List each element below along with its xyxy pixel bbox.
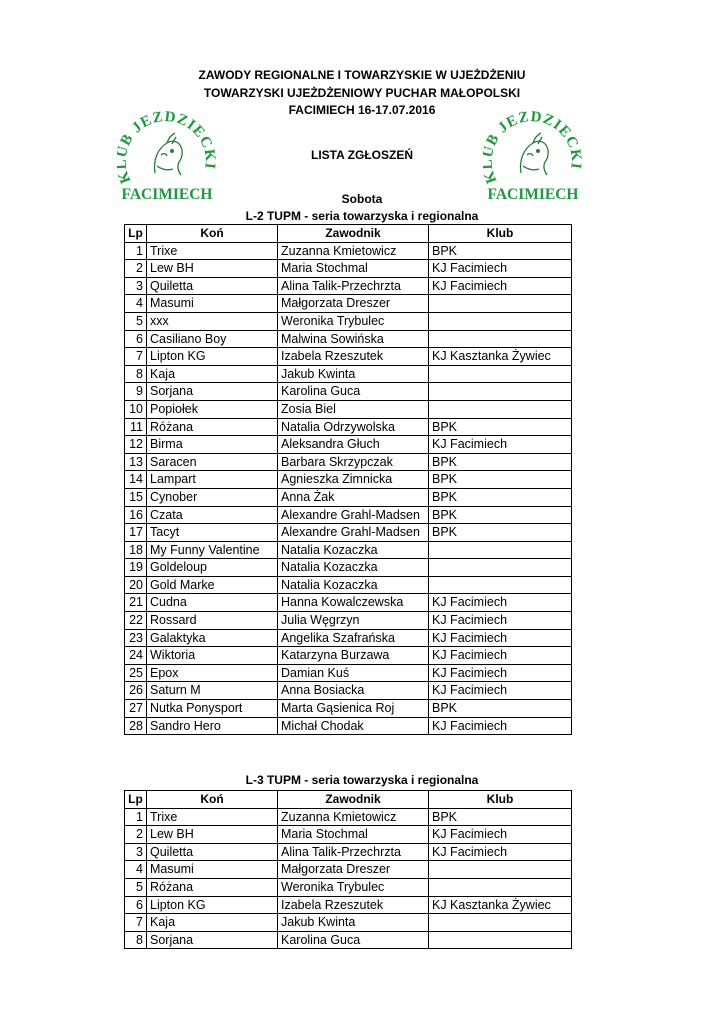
cell-rider: Natalia Kozaczka — [278, 559, 429, 577]
cell-lp: 5 — [125, 312, 147, 330]
cell-club: BPK — [429, 700, 572, 718]
cell-club: KJ Facimiech — [429, 682, 572, 700]
cell-club — [429, 330, 572, 348]
column-header-lp: Lp — [125, 791, 147, 809]
cell-club — [429, 312, 572, 330]
cell-rider: Weronika Trybulec — [278, 878, 429, 896]
cell-horse: Różana — [147, 418, 278, 436]
cell-horse: Czata — [147, 506, 278, 524]
cell-horse: Saturn M — [147, 682, 278, 700]
cell-lp: 15 — [125, 488, 147, 506]
cell-horse: Epox — [147, 664, 278, 682]
cell-club: KJ Facimiech — [429, 717, 572, 735]
cell-lp: 13 — [125, 453, 147, 471]
cell-club: BPK — [429, 524, 572, 542]
logo-brand-text: FACIMIECH — [487, 186, 579, 203]
cell-lp: 7 — [125, 914, 147, 932]
event-title-line1: ZAWODY REGIONALNE I TOWARZYSKIE W UJEŻDŻENIU — [198, 68, 526, 82]
table-row — [125, 594, 572, 612]
cell-horse: Kaja — [147, 365, 278, 383]
cell-club: KJ Facimiech — [429, 826, 572, 844]
table-row — [125, 843, 572, 861]
cell-horse: Sorjana — [147, 383, 278, 401]
cell-rider: Anna Bosiacka — [278, 682, 429, 700]
cell-club — [429, 878, 572, 896]
cell-club — [429, 295, 572, 313]
cell-horse: Różana — [147, 878, 278, 896]
cell-rider: Alexandre Grahl-Madsen — [278, 506, 429, 524]
cell-rider: Weronika Trybulec — [278, 312, 429, 330]
logo-arc-text: B JEŹDZIECKI — [483, 111, 583, 171]
cell-lp: 2 — [125, 260, 147, 278]
cell-club: KJ Kasztanka Żywiec — [429, 348, 572, 366]
cell-lp: 25 — [125, 664, 147, 682]
column-header-lp: Lp — [125, 225, 147, 243]
section-title-2: L-3 TUPM - seria towarzyska i regionalna — [245, 773, 479, 787]
column-header-horse: Koń — [147, 225, 278, 243]
cell-rider: Julia Węgrzyn — [278, 612, 429, 630]
table-row — [125, 700, 572, 718]
table-row — [125, 559, 572, 577]
cell-lp: 4 — [125, 861, 147, 879]
table-row — [125, 506, 572, 524]
table-row — [125, 436, 572, 454]
cell-club — [429, 931, 572, 949]
cell-lp: 1 — [125, 242, 147, 260]
cell-horse: Goldeloup — [147, 559, 278, 577]
horse-head-icon — [155, 133, 183, 175]
cell-horse: Rossard — [147, 612, 278, 630]
cell-lp: 24 — [125, 647, 147, 665]
cell-horse: Popiołek — [147, 400, 278, 418]
cell-horse: Birma — [147, 436, 278, 454]
cell-horse: Quiletta — [147, 277, 278, 295]
cell-horse: Lipton KG — [147, 896, 278, 914]
cell-club: KJ Facimiech — [429, 664, 572, 682]
cell-rider: Natalia Kozaczka — [278, 541, 429, 559]
table-row — [125, 242, 572, 260]
cell-horse: Galaktyka — [147, 629, 278, 647]
svg-text:KLUB JEŹDZIECKI — [117, 111, 217, 185]
cell-rider: Michał Chodak — [278, 717, 429, 735]
cell-horse: Gold Marke — [147, 576, 278, 594]
cell-horse: Masumi — [147, 295, 278, 313]
cell-club: KJ Facimiech — [429, 277, 572, 295]
cell-club — [429, 383, 572, 401]
table-row — [125, 664, 572, 682]
cell-rider: Zuzanna Kmietowicz — [278, 242, 429, 260]
cell-rider: Jakub Kwinta — [278, 914, 429, 932]
cell-rider: Marta Gąsienica Roj — [278, 700, 429, 718]
cell-lp: 2 — [125, 826, 147, 844]
table-row — [125, 260, 572, 278]
cell-rider: Jakub Kwinta — [278, 365, 429, 383]
table-row — [125, 541, 572, 559]
cell-lp: 6 — [125, 330, 147, 348]
cell-horse: Quiletta — [147, 843, 278, 861]
cell-lp: 20 — [125, 576, 147, 594]
cell-horse: Tacyt — [147, 524, 278, 542]
cell-horse: Masumi — [147, 861, 278, 879]
cell-club: KJ Facimiech — [429, 436, 572, 454]
cell-rider: Izabela Rzeszutek — [278, 348, 429, 366]
cell-rider: Małgorzata Dreszer — [278, 861, 429, 879]
cell-horse: Casiliano Boy — [147, 330, 278, 348]
cell-club: BPK — [429, 808, 572, 826]
cell-horse: Kaja — [147, 914, 278, 932]
cell-rider: Agnieszka Zimnicka — [278, 471, 429, 489]
cell-lp: 23 — [125, 629, 147, 647]
cell-lp: 5 — [125, 878, 147, 896]
table-row — [125, 418, 572, 436]
table-row — [125, 576, 572, 594]
cell-lp: 16 — [125, 506, 147, 524]
table-row — [125, 861, 572, 879]
cell-lp: 3 — [125, 843, 147, 861]
cell-horse: Lipton KG — [147, 348, 278, 366]
cell-lp: 26 — [125, 682, 147, 700]
cell-rider: Katarzyna Burzawa — [278, 647, 429, 665]
cell-rider: Natalia Kozaczka — [278, 576, 429, 594]
cell-club: KJ Facimiech — [429, 594, 572, 612]
cell-lp: 27 — [125, 700, 147, 718]
cell-rider: Karolina Guca — [278, 931, 429, 949]
cell-rider: Anna Żak — [278, 488, 429, 506]
column-header-rider: Zawodnik — [278, 225, 429, 243]
cell-lp: 18 — [125, 541, 147, 559]
cell-lp: 8 — [125, 931, 147, 949]
day-label: Sobota — [341, 192, 383, 206]
entries-table-l2 — [124, 224, 572, 735]
cell-lp: 28 — [125, 717, 147, 735]
table-row — [125, 400, 572, 418]
cell-club: KJ Facimiech — [429, 647, 572, 665]
cell-rider: Zuzanna Kmietowicz — [278, 808, 429, 826]
cell-rider: Hanna Kowalczewska — [278, 594, 429, 612]
table-row — [125, 612, 572, 630]
cell-lp: 19 — [125, 559, 147, 577]
cell-lp: 8 — [125, 365, 147, 383]
cell-horse: Saracen — [147, 453, 278, 471]
table-row — [125, 524, 572, 542]
table-row — [125, 277, 572, 295]
event-title-line2: TOWARZYSKI UJEŻDŻENIOWY PUCHAR MAŁOPOLSKI — [203, 86, 521, 100]
table-row — [125, 471, 572, 489]
cell-lp: 21 — [125, 594, 147, 612]
cell-club: BPK — [429, 488, 572, 506]
cell-horse: Trixe — [147, 808, 278, 826]
event-date: FACIMIECH 16-17.07.2016 — [288, 103, 436, 117]
cell-club: KJ Facimiech — [429, 260, 572, 278]
table-row — [125, 647, 572, 665]
entries-table-l3 — [124, 790, 572, 949]
table-header-row — [125, 791, 572, 809]
table-row — [125, 896, 572, 914]
column-header-rider: Zawodnik — [278, 791, 429, 809]
table-row — [125, 365, 572, 383]
cell-horse: Sorjana — [147, 931, 278, 949]
cell-horse: xxx — [147, 312, 278, 330]
cell-rider: Izabela Rzeszutek — [278, 896, 429, 914]
cell-club: BPK — [429, 506, 572, 524]
cell-club: KJ Facimiech — [429, 629, 572, 647]
table-row — [125, 914, 572, 932]
cell-rider: Małgorzata Dreszer — [278, 295, 429, 313]
table-row — [125, 931, 572, 949]
cell-rider: Maria Stochmal — [278, 260, 429, 278]
column-header-club: Klub — [429, 791, 572, 809]
cell-lp: 6 — [125, 896, 147, 914]
horse-head-icon — [521, 133, 549, 175]
cell-rider: Zosia Biel — [278, 400, 429, 418]
cell-horse: Sandro Hero — [147, 717, 278, 735]
cell-lp: 3 — [125, 277, 147, 295]
cell-rider: Damian Kuś — [278, 664, 429, 682]
cell-lp: 7 — [125, 348, 147, 366]
cell-club: KJ Facimiech — [429, 612, 572, 630]
cell-rider: Alina Talik-Przechrzta — [278, 843, 429, 861]
table-row — [125, 808, 572, 826]
cell-club: BPK — [429, 418, 572, 436]
table-row — [125, 348, 572, 366]
cell-rider: Natalia Odrzywolska — [278, 418, 429, 436]
cell-rider: Karolina Guca — [278, 383, 429, 401]
cell-rider: Angelika Szafrańska — [278, 629, 429, 647]
cell-lp: 10 — [125, 400, 147, 418]
list-title: LISTA ZGŁOSZEŃ — [311, 148, 413, 162]
cell-horse: Lampart — [147, 471, 278, 489]
table-row — [125, 826, 572, 844]
cell-club — [429, 576, 572, 594]
cell-club — [429, 914, 572, 932]
cell-club — [429, 400, 572, 418]
table-header-row — [125, 225, 572, 243]
table-row — [125, 312, 572, 330]
svg-text:KLUB JEŹDZIECKI — [483, 111, 583, 185]
cell-horse: My Funny Valentine — [147, 541, 278, 559]
cell-horse: Cudna — [147, 594, 278, 612]
table-row — [125, 717, 572, 735]
logo-brand-text: FACIMIECH — [121, 186, 213, 203]
cell-rider: Aleksandra Głuch — [278, 436, 429, 454]
cell-lp: 12 — [125, 436, 147, 454]
table-row — [125, 629, 572, 647]
cell-club — [429, 365, 572, 383]
cell-club: KJ Kasztanka Żywiec — [429, 896, 572, 914]
cell-club: BPK — [429, 453, 572, 471]
cell-horse: Nutka Ponysport — [147, 700, 278, 718]
cell-rider: Barbara Skrzypczak — [278, 453, 429, 471]
club-logo-left — [117, 111, 217, 205]
cell-lp: 22 — [125, 612, 147, 630]
section-title-1: L-2 TUPM - seria towarzyska i regionalna — [245, 209, 479, 223]
cell-club: KJ Facimiech — [429, 843, 572, 861]
cell-horse: Trixe — [147, 242, 278, 260]
cell-lp: 11 — [125, 418, 147, 436]
table-row — [125, 682, 572, 700]
cell-club: BPK — [429, 242, 572, 260]
cell-rider: Malwina Sowińska — [278, 330, 429, 348]
cell-lp: 14 — [125, 471, 147, 489]
cell-rider: Alina Talik-Przechrzta — [278, 277, 429, 295]
table-row — [125, 295, 572, 313]
cell-lp: 17 — [125, 524, 147, 542]
cell-horse: Lew BH — [147, 260, 278, 278]
cell-club: BPK — [429, 471, 572, 489]
cell-club — [429, 541, 572, 559]
cell-horse: Cynober — [147, 488, 278, 506]
cell-rider: Alexandre Grahl-Madsen — [278, 524, 429, 542]
cell-club — [429, 559, 572, 577]
column-header-horse: Koń — [147, 791, 278, 809]
cell-lp: 4 — [125, 295, 147, 313]
cell-lp: 9 — [125, 383, 147, 401]
table-row — [125, 878, 572, 896]
cell-rider: Maria Stochmal — [278, 826, 429, 844]
cell-lp: 1 — [125, 808, 147, 826]
table-row — [125, 383, 572, 401]
table-row — [125, 453, 572, 471]
table-row — [125, 330, 572, 348]
cell-club — [429, 861, 572, 879]
cell-horse: Wiktoria — [147, 647, 278, 665]
logo-arc-text: B JEŹDZIECKI — [117, 111, 217, 171]
column-header-club: Klub — [429, 225, 572, 243]
club-logo-right — [483, 111, 583, 205]
table-row — [125, 488, 572, 506]
cell-horse: Lew BH — [147, 826, 278, 844]
